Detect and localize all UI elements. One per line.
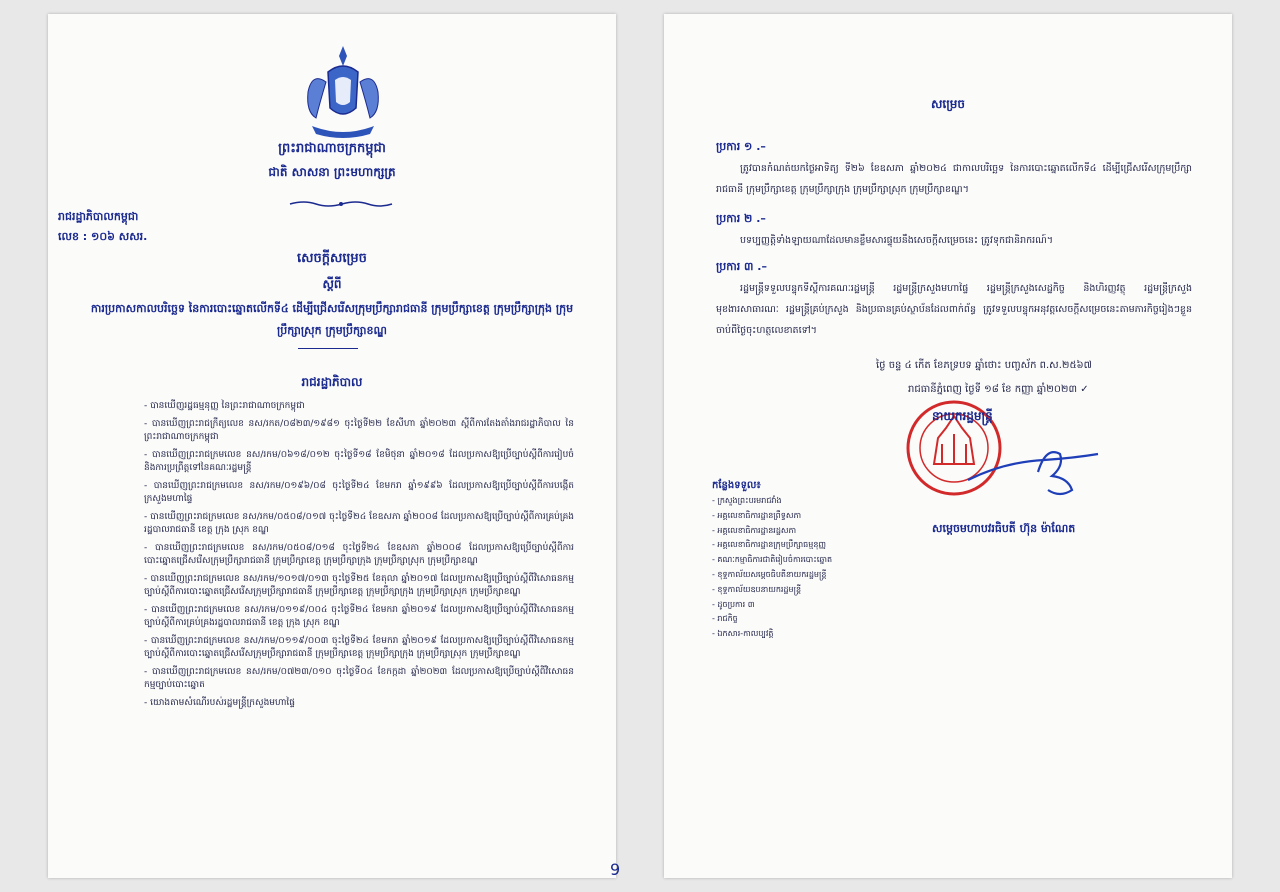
recipient-item: - ដូចប្រការ ៣ [712,599,755,609]
article-3-text: រដ្ឋមន្ត្រីទទួលបន្ទុកទីស្តីការគណៈរដ្ឋមន្ត្រី រដ្ឋមន្ត្រីក្រសួងមហាផ្ទៃ រដ្ឋមន្ត្រីក្រសួងសេដ្ឋកិច្ច និងហិរញ្ញវត្ថុ រដ្ឋមន្ត្រីក្រសួងមុខងារសាធារណៈ រដ្ឋមន្ត្រីគ្រប់ក្រសួង និងប្រធានគ្រប់ស្ថាប័នដែលពាក់ព័ន្ធ ត្រូវទទួលបន្ទុកអនុវត្តសេចក្តីសម្រេចនេះតាមភារកិច្ចរៀងៗខ្លួន ចាប់ពីថ្ងៃចុះហត្ថលេខាតទៅ។ [716,283,1192,336]
legal-basis-item: - បានឃើញព្រះរាជក្រមលេខ នស/រកម/០១១៩/០០៤ ចុះថ្ងៃទី២៤ ខែមករា ឆ្នាំ២០១៩ ដែលប្រកាសឱ្យប្រើច្បាប់ស្តីពីវិសោធនកម្មច្បាប់ស្តីពីការគ្រប់គ្រងរដ្ឋបាលរាជធានី ខេត្ត ក្រុង ស្រុក ខណ្ឌ [144,605,574,628]
recipients-list [712,494,832,642]
about-label: ស្តីពី [322,277,342,291]
recipient-item: - អគ្គលេខាធិការដ្ឋានព្រឹទ្ធសភា [712,510,802,520]
document-number: លេខ : ១០៦ សសរ. [58,230,148,243]
legal-basis-item: - បានឃើញព្រះរាជក្រមលេខ នស/រកម/០៥០៨/០១៨ ចុះថ្ងៃទី២៤ ខែឧសភា ឆ្នាំ២០០៨ ដែលប្រកាសឱ្យប្រើច្បាប់ស្តីពីការបោះឆ្នោតជ្រើសរើសក្រុមប្រឹក្សារាជធានី ក្រុមប្រឹក្សាខេត្ត ក្រុមប្រឹក្សាក្រុង ក្រុមប្រឹក្សាស្រុក ក្រុមប្រឹក្សាខណ្ឌ [144,543,574,566]
recipient-item: - គណៈកម្មាធិការជាតិរៀបចំការបោះឆ្នោត [712,555,833,565]
decides-heading: សម្រេច [930,97,966,111]
kingdom-header: ព្រះរាជាណាចក្រកម្ពុជា [278,141,386,156]
lunar-date: ថ្ងៃ ចន្ទ ៤ កើត ខែភទ្របទ ឆ្នាំថោះ បញ្ចស័ក ព.ស.២៥៦៧ [876,360,1092,371]
recipients-heading: កន្លែងទទួល៖ [712,480,761,491]
prime-minister-name: សម្តេចមហាបវរធិបតី ហ៊ុន ម៉ាណែត [932,522,1076,535]
recipient-item: - ក្រសួងព្រះបរមរាជវាំង [712,496,782,505]
article-1-label: ប្រការ ១ .– [716,140,766,153]
recipient-item: - ខុទ្ទកាល័យឧបនាយករដ្ឋមន្ត្រី [712,584,802,594]
recipient-item: - អគ្គលេខាធិការដ្ឋានក្រុមប្រឹក្សាធម្មនុញ្ញ [712,540,827,550]
legal-basis-item: - បានឃើញព្រះរាជក្រមលេខ នស/រកម/០៥០៨/០១៧ ចុះថ្ងៃទី២៤ ខែឧសភា ឆ្នាំ២០០៨ ដែលប្រកាសឱ្យប្រើច្បាប់ស្តីពីការគ្រប់គ្រងរដ្ឋបាលរាជធានី ខេត្ត ក្រុង ស្រុក ខណ្ឌ [144,512,574,535]
handwritten-signature [964,432,1104,502]
legal-basis-item: - បានឃើញព្រះរាជក្រមលេខ នស/រកម/០៦១៨/០១២ ចុះថ្ងៃទី១៨ ខែមិថុនា ឆ្នាំ២០១៨ ដែលប្រកាសឱ្យប្រើច្បាប់ស្តីពីការរៀបចំ និងការប្រព្រឹត្តទៅនៃគណៈរដ្ឋមន្ត្រី [144,450,574,473]
recipient-item: - ឯកសារ-កាលប្បវត្តិ [712,629,774,639]
article-3-label: ប្រការ ៣ .– [716,260,767,273]
gregorian-date: រាជធានីភ្នំពេញ ថ្ងៃទី ១៨ ខែ កញ្ញា ឆ្នាំ២០២៣ ✓ [908,384,1089,395]
government-heading: រាជរដ្ឋាភិបាល [301,375,363,389]
legal-basis-item: - បានឃើញព្រះរាជក្រមលេខ នស/រកម/០១១៩/០០៣ ចុះថ្ងៃទី២៤ ខែមករា ឆ្នាំ២០១៩ ដែលប្រកាសឱ្យប្រើច្បាប់ស្តីពីវិសោធនកម្មច្បាប់ស្តីពីការបោះឆ្នោតជ្រើសរើសក្រុមប្រឹក្សារាជធានី ក្រុមប្រឹក្សាខេត្ត ក្រុមប្រឹក្សាក្រុង ក្រុមប្រឹក្សាស្រុក ក្រុមប្រឹក្សាខណ្ឌ [144,636,574,659]
article-2-text: បទប្បញ្ញត្តិទាំងឡាយណាដែលមានខ្លឹមសារផ្ទុយនឹងសេចក្តីសម្រេចនេះ ត្រូវទុកជានិរាករណ៍។ [740,235,1054,246]
recipient-item: - រាជកិច្ច [712,614,738,624]
ornament-divider [286,200,396,208]
royal-arms-emblem [298,42,388,142]
legal-basis-item: - បានឃើញព្រះរាជក្រឹត្យលេខ នស/រកត/០៨២៣/១៩៨១ ចុះថ្ងៃទី២២ ខែសីហា ឆ្នាំ២០២៣ ស្តីពីការតែងតាំងរាជរដ្ឋាភិបាល នៃព្រះរាជាណាចក្រកម្ពុជា [144,419,574,442]
document-title: សេចក្តីសម្រេច [297,251,367,266]
decision-page-left [48,14,621,879]
recipient-item: - អគ្គលេខាធិការដ្ឋានរដ្ឋសភា [712,525,797,535]
decision-subject: ការប្រកាសកាលបរិច្ឆេទ នៃការបោះឆ្នោតលើកទី៤ ដើម្បីជ្រើសរើសក្រុមប្រឹក្សារាជធានី ក្រុមប្រឹក្សាខេត្ត ក្រុមប្រឹក្សាក្រុង ក្រុមប្រឹក្សាស្រុក ក្រុមប្រឹក្សាខណ្ឌ [90,302,574,337]
legal-basis-list [144,400,574,715]
article-1-text: ត្រូវបានកំណត់យកថ្ងៃអាទិត្យ ទី២៦ ខែឧសភា ឆ្នាំ២០២៤ ជាកាលបរិច្ឆេទ នៃការបោះឆ្នោតលើកទី៤ ដើម្បីជ្រើសរើសក្រុមប្រឹក្សារាជធានី ក្រុមប្រឹក្សាខេត្ត ក្រុមប្រឹក្សាក្រុង ក្រុមប្រឹក្សាស្រុក ក្រុមប្រឹក្សាខណ្ឌ។ [716,163,1192,195]
legal-basis-item: - បានឃើញព្រះរាជក្រមលេខ នស/រកម/១០១៧/០១៣ ចុះថ្ងៃទី២៥ ខែតុលា ឆ្នាំ២០១៧ ដែលប្រកាសឱ្យប្រើច្បាប់ស្តីពីវិសោធនកម្មច្បាប់ស្តីពីការបោះឆ្នោតជ្រើសរើសក្រុមប្រឹក្សារាជធានី ក្រុមប្រឹក្សាខេត្ត ក្រុមប្រឹក្សាក្រុង ក្រុមប្រឹក្សាស្រុក ក្រុមប្រឹក្សាខណ្ឌ [144,574,574,597]
recipient-item: - ខុទ្ទកាល័យសម្តេចធិបតីនាយករដ្ឋមន្ត្រី [712,569,827,579]
legal-basis-item: - យោងតាមសំណើរបស់រដ្ឋមន្ត្រីក្រសួងមហាផ្ទៃ [144,698,295,708]
legal-basis-item: - បានឃើញព្រះរាជក្រមលេខ នស/រកម/០១៩៦/០៨ ចុះថ្ងៃទី២៤ ខែមករា ឆ្នាំ១៩៩៦ ដែលប្រកាសឱ្យប្រើច្បាប់ស្តីពីការបង្កើតក្រសួងមហាផ្ទៃ [144,481,574,504]
prime-minister-title: នាយករដ្ឋមន្ត្រី [932,409,993,423]
article-2-label: ប្រការ ២ .– [716,212,766,225]
national-motto: ជាតិ សាសនា ព្រះមហាក្សត្រ [268,165,396,179]
issuing-organization: រាជរដ្ឋាភិបាលកម្ពុជា [58,210,139,223]
legal-basis-item: - បានឃើញព្រះរាជក្រមលេខ នស/រកម/០៧២៣/០១០ ចុះថ្ងៃទី០៤ ខែកក្កដា ឆ្នាំ២០២៣ ដែលប្រកាសឱ្យប្រើច្បាប់ស្តីពីវិសោធនកម្មច្បាប់បោះឆ្នោត [144,667,574,690]
legal-basis-item: - បានឃើញរដ្ឋធម្មនុញ្ញ នៃព្រះរាជាណាចក្រកម្ពុជា [144,401,305,411]
decision-page-right [664,14,1232,878]
title-divider [298,348,358,349]
page-number: 9 [610,860,621,879]
